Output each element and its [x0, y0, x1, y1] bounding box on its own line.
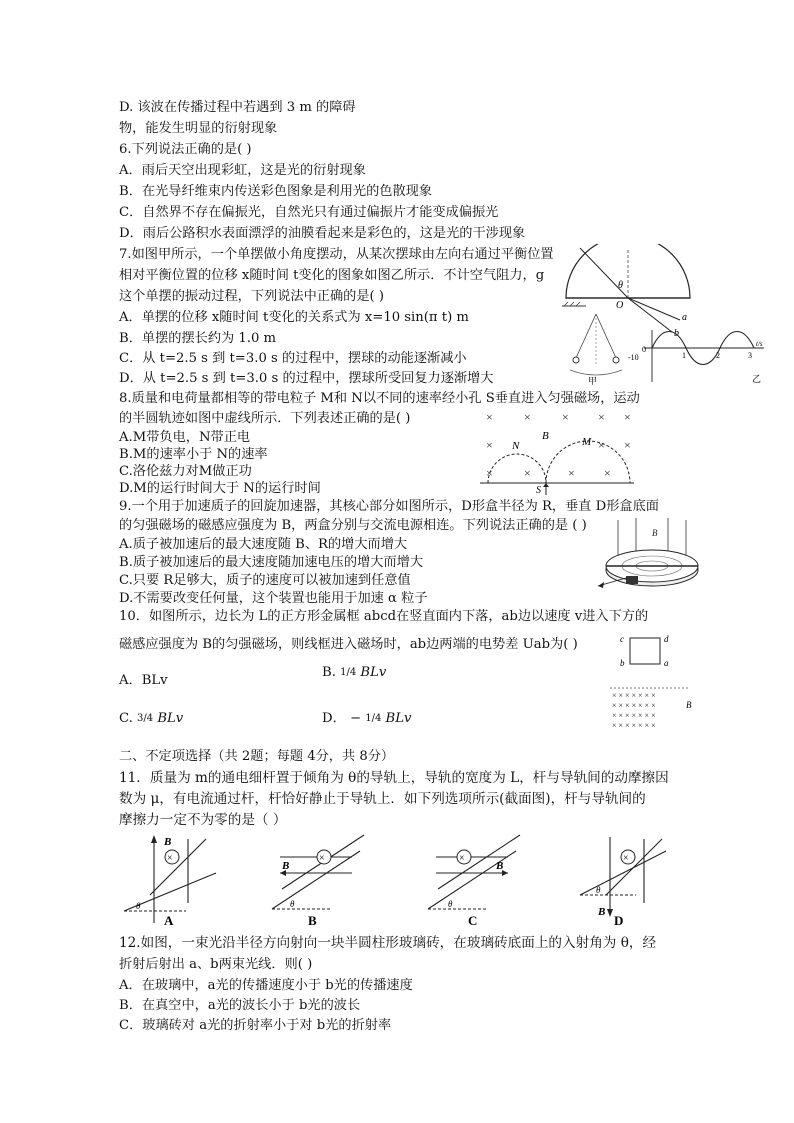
svg-text:B: B [164, 836, 172, 848]
svg-text:B: B [652, 528, 658, 538]
q11-stem-2: 数为 μ，有电流通过杆，杆恰好静止于导轨上．如下列选项所示(截面图)，杆与导轨间的 [119, 791, 646, 807]
q9-stem-2: 的匀强磁场的磁感应强度为 B，两盒分别与交流电源相连。下列说法正确的是 ( ) [119, 518, 587, 533]
figure-jia-label: 甲 [588, 376, 598, 386]
square-loop-figure [608, 630, 700, 734]
svg-text:×: × [598, 410, 605, 424]
ray-a-label: a [682, 312, 687, 323]
q7-stem-3: 这个单摆的振动过程，下列说法中正确的是( ) [119, 289, 385, 304]
q5-option-d-cont: 物，能发生明显的衍射现象 [119, 121, 278, 136]
q11-stem-3: 摩擦力一定不为零的是（ ） [119, 812, 287, 828]
q11-figure-d [576, 833, 676, 927]
q11-figure-c [424, 833, 524, 927]
q11-figure-b [268, 833, 368, 927]
q9-option-a: A.质子被加速后的最大速度随 B、R的增大而增大 [119, 537, 408, 552]
svg-text:×: × [524, 410, 531, 424]
q8-option-d: D.M的运行时间大于 N的运行时间 [119, 481, 321, 496]
q6-stem: 6.下列说法正确的是( ) [119, 142, 252, 157]
q6-option-d: D．雨后公路积水表面漂浮的油膜看起来是彩色的，这是光的干涉现象 [119, 226, 526, 241]
q7-stem-1: 7.如图甲所示，一个单摆做小角度摆动，从某次摆球由左向右通过平衡位置 [119, 247, 554, 262]
q7-option-b: B．单摆的摆长约为 1.0 m [119, 331, 277, 346]
q9-option-c: C.只要 R足够大，质子的速度可以被加速到任意值 [119, 573, 411, 588]
q11-stem-1: 11．质量为 m的通电细杆置于倾角为 θ的导轨上，导轨的宽度为 L，杆与导轨间的动摩擦因 [119, 770, 669, 786]
q10-stem-1: 10．如图所示，边长为 L的正方形金属框 abcd在竖直面内下落，ab边以速度 v进入下方的 [119, 609, 649, 624]
q10-option-c-tail: BLv [157, 711, 184, 726]
q9-option-d: D.不需要改变任何量，这个装置也能用于加速 α 粒子 [119, 591, 428, 606]
q5-option-d: D. 该波在传播过程中若遇到 3 m 的障碍 [119, 100, 356, 115]
field-label: B [686, 700, 692, 710]
svg-text:θ: θ [448, 899, 453, 909]
q7-option-d: D．从 t=2.5 s 到 t=3.0 s 的过程中，摆球所受回复力逐渐增大 [119, 371, 494, 386]
svg-text:×: × [486, 438, 493, 452]
q7-stem-2: 相对平衡位置的位移 x随时间 t变化的图象如图乙所示．不计空气阻力，g [119, 268, 545, 283]
q10-option-c-fraction: 3/4 [137, 713, 154, 724]
q8-stem-1: 8.质量和电荷量都相等的带电粒子 M和 N以不同的速率经小孔 S垂直进入匀强磁场，运动 [119, 391, 640, 406]
ray-b-label: b [674, 328, 679, 336]
q10-option-b-label: B. [322, 665, 336, 680]
q8-stem-2: 的半圆轨迹如图中虚线所示．下列表述正确的是( ) [119, 411, 411, 426]
svg-text:×: × [624, 410, 631, 424]
field-b-label: B [542, 430, 549, 442]
graph-yneg-label: -10 [628, 353, 639, 362]
displacement-time-graph [624, 326, 774, 386]
svg-text:×: × [623, 853, 629, 864]
q12-option-c: C．玻璃砖对 a光的折射率小于对 b光的折射率 [119, 1018, 392, 1033]
cyclotron-figure [596, 516, 706, 602]
q12-stem-2: 折射后射出 a、b两束光线．则( ) [119, 957, 313, 972]
magnetic-field-trajectory-figure [478, 405, 638, 495]
svg-text:×: × [319, 853, 325, 864]
svg-text:θ: θ [290, 899, 295, 909]
q10-option-d-fraction: 1/4 [365, 713, 382, 724]
q7-option-a: A．单摆的位移 x随时间 t变化的关系式为 x=10 sin(π t) m [119, 310, 469, 325]
q10-option-d-tail: BLv [385, 711, 412, 726]
q12-option-b: B．在真空中，a光的波长小于 b光的波长 [119, 998, 361, 1013]
q11-label-d: D [614, 913, 624, 927]
corner-c-label: c [620, 634, 624, 644]
graph-tick-2: 2 [716, 351, 720, 360]
svg-text:× × × × × × ×: × × × × × × × [612, 711, 656, 720]
q11-label-c: C [468, 913, 478, 927]
q12-option-a: A．在玻璃中，a光的传播速度小于 b光的传播速度 [119, 978, 413, 993]
svg-text:×: × [604, 466, 611, 480]
theta-label: θ [618, 280, 623, 291]
q9-stem-1: 9.一个用于加速质子的回旋加速器，其核心部分如图所示，D形盒半径为 R，垂直 D形盒底面 [119, 499, 659, 514]
particle-m-label: M [582, 436, 592, 448]
origin-label: O [616, 300, 624, 311]
svg-text:×: × [568, 466, 575, 480]
section-2-heading: 二、不定项选择（共 2题；每题 4分，共 8分） [119, 749, 395, 764]
q10-option-c-label: C. [119, 711, 133, 726]
q10-option-c [119, 710, 183, 727]
svg-text:×: × [167, 853, 173, 864]
q11-label-a: A [164, 913, 174, 927]
q6-option-a: A．雨后天空出现彩虹，这是光的衍射现象 [119, 163, 366, 178]
q10-option-a: A．BLv [119, 673, 168, 688]
graph-tick-1: 1 [682, 351, 686, 360]
q6-option-c: C．自然界不存在偏振光，自然光只有通过偏振片才能变成偏振光 [119, 205, 499, 220]
q10-option-b-tail: BLv [360, 665, 387, 680]
q10-option-b-fraction: 1/4 [340, 667, 357, 678]
svg-text:× × × × × × ×: × × × × × × × [612, 691, 656, 700]
slit-s-label: S [536, 485, 541, 495]
svg-text:×: × [598, 438, 605, 452]
corner-a-label: a [664, 658, 669, 668]
q9-option-b: B.质子被加速后的最大速度随加速电压的增大而增大 [119, 555, 424, 570]
graph-zero-label: 0 [642, 345, 646, 354]
q8-option-a: A.M带负电，N带正电 [119, 430, 251, 445]
svg-text:θ: θ [136, 901, 141, 911]
q10-stem-2: 磁感应强度为 B的匀强磁场，则线框进入磁场时，ab边两端的电势差 Uab为( ) [119, 637, 578, 652]
q11-label-b: B [308, 913, 317, 927]
graph-tick-3: 3 [748, 351, 752, 360]
svg-text:×: × [524, 466, 531, 480]
particle-n-label: N [512, 440, 520, 452]
graph-xaxis-label: t/s [756, 340, 763, 348]
figure-yi-label: 乙 [752, 374, 762, 384]
svg-text:× × × × × × ×: × × × × × × × [612, 701, 656, 710]
q10-option-d [322, 710, 411, 727]
q11-figure-a [120, 833, 220, 927]
q6-option-b: B．在光导纤维束内传送彩色图象是利用光的色散现象 [119, 184, 433, 199]
q8-option-b: B.M的速率小于 N的速率 [119, 447, 268, 462]
q12-stem-1: 12.如图，一束光沿半径方向射向一块半圆柱形玻璃砖，在玻璃砖底面上的入射角为 θ，经 [119, 935, 657, 951]
svg-text:×: × [624, 438, 631, 452]
q8-option-c: C.洛伦兹力对M做正功 [119, 464, 252, 479]
svg-text:B: B [598, 906, 606, 918]
svg-text:×: × [486, 466, 493, 480]
corner-d-label: d [664, 634, 669, 644]
svg-text:×: × [562, 410, 569, 424]
q7-option-c: C．从 t=2.5 s 到 t=3.0 s 的过程中，摆球的动能逐渐减小 [119, 351, 467, 366]
svg-text:×: × [459, 853, 465, 864]
svg-text:×: × [486, 410, 493, 424]
q10-option-d-label: D． − [322, 711, 362, 726]
corner-b-label: b [620, 658, 625, 668]
svg-text:× × × × × × ×: × × × × × × × [612, 721, 656, 730]
q10-option-b [322, 664, 386, 681]
svg-text:B: B [282, 860, 290, 872]
svg-text:B: B [496, 860, 504, 872]
svg-text:θ: θ [596, 885, 601, 895]
